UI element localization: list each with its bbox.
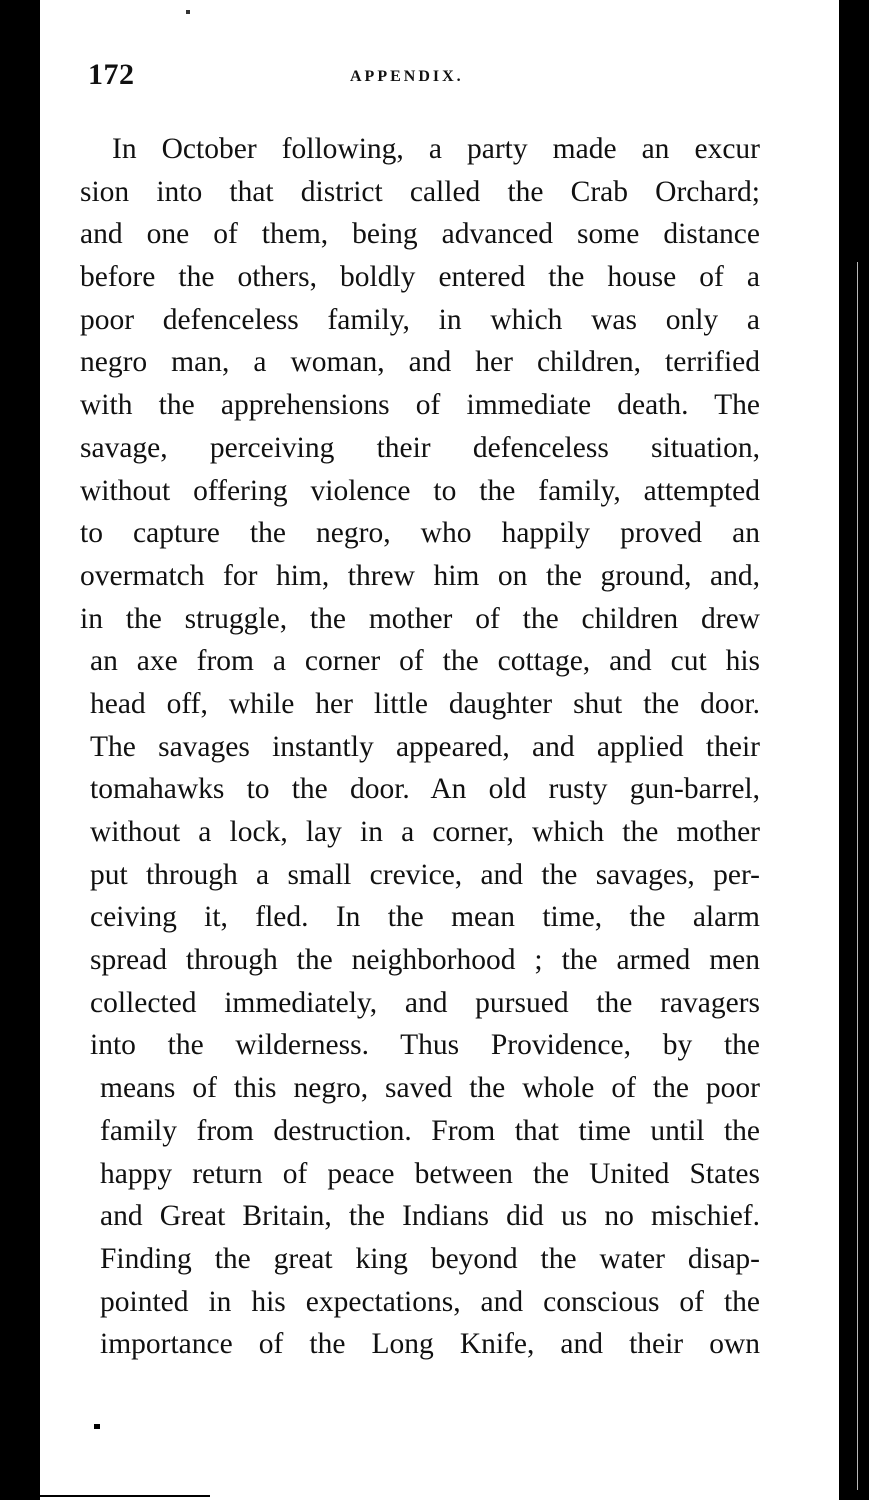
text-line: In October following, a party made an excur xyxy=(112,133,760,165)
text-line: The savages instantly appeared, and applied their xyxy=(90,730,760,763)
text-line: put through a small crevice, and the savages, per- xyxy=(90,858,760,891)
text-line: without a lock, lay in a corner, which the mother xyxy=(90,816,760,848)
text-line: savage, perceiving their defenceless situation, xyxy=(80,431,760,464)
text-line: importance of the Long Knife, and their own xyxy=(100,1328,760,1361)
running-head-title: APPENDIX. xyxy=(350,68,464,85)
text-line: Finding the great king beyond the water disap- xyxy=(100,1242,760,1275)
text-line: with the apprehensions of immediate death. The xyxy=(80,389,760,422)
text-line: to capture the negro, who happily proved an xyxy=(80,517,760,550)
text-line: collected immediately, and pursued the ravagers xyxy=(90,986,760,1019)
text-line: without offering violence to the family, attempted xyxy=(80,474,760,507)
text-line: family from destruction. From that time until the xyxy=(100,1114,760,1147)
text-line: spread through the neighborhood ; the armed men xyxy=(90,944,760,977)
text-line: an axe from a corner of the cottage, and cut his xyxy=(90,645,760,678)
right-scan-border xyxy=(839,0,869,1500)
body-text xyxy=(80,128,760,1366)
text-line: head off, while her little daughter shut the door. xyxy=(90,687,760,720)
text-line: sion into that district called the Crab Orchard; xyxy=(80,175,760,208)
text-line: in the struggle, the mother of the children drew xyxy=(80,602,760,635)
text-line: poor defenceless family, in which was only a xyxy=(80,303,760,336)
text-line: before the others, boldly entered the house of a xyxy=(80,261,760,294)
text-line: overmatch for him, threw him on the ground, and, xyxy=(80,559,760,592)
text-line: negro man, a woman, and her children, terrified xyxy=(80,346,760,379)
left-scan-border xyxy=(0,0,40,1500)
bottom-scan-border xyxy=(0,1495,210,1497)
text-line: happy return of peace between the United States xyxy=(100,1157,760,1190)
text-line: and Great Britain, the Indians did us no mischief. xyxy=(100,1200,760,1233)
text-line: pointed in his expectations, and conscious of the xyxy=(100,1285,760,1318)
text-line: tomahawks to the door. An old rusty gun-barrel, xyxy=(90,773,760,806)
text-line: and one of them, being advanced some distance xyxy=(80,218,760,251)
scan-speck xyxy=(186,10,190,14)
text-line: ceiving it, fled. In the mean time, the alarm xyxy=(90,901,760,934)
gutter-line xyxy=(857,262,858,1490)
scan-speck xyxy=(94,1424,100,1429)
text-line: means of this negro, saved the whole of the poor xyxy=(100,1072,760,1105)
text-line: into the wilderness. Thus Providence, by the xyxy=(90,1029,760,1062)
running-head xyxy=(88,58,768,98)
page-number: 172 xyxy=(88,58,135,91)
